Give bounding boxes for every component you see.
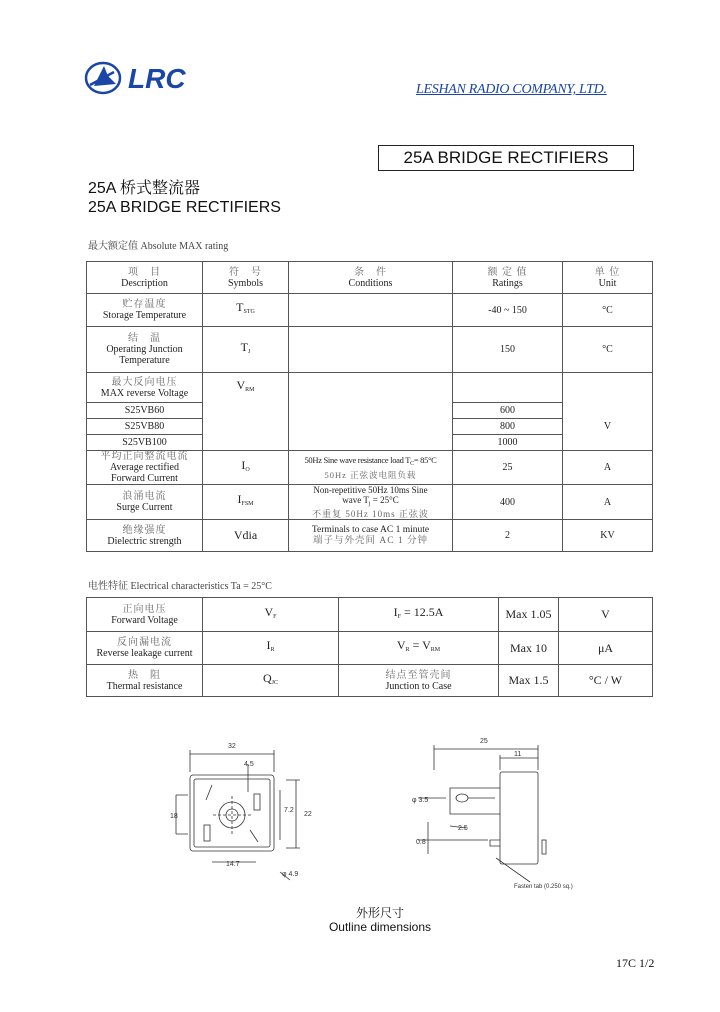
dim-phi-3-5: φ 3.5 [412,797,429,804]
table-row-vrm: 最大反向电压 MAX reverse Voltage $V_{RM}$ [87,373,653,403]
header-symbols: 符 号 Symbols [203,262,289,294]
page-number: 17C 1/2 [616,956,655,970]
header-conditions: 条 件 Conditions [289,262,453,294]
lrc-logo [84,58,214,98]
dim-14-7: 14.7 [226,861,240,868]
table-row-io: 平均正向整流电流 Average rectified Forward Current $I_O$ 50Hz Sine wave resistance load $T_C= 85^\circ C$ 50Hz 正弦波电阻负载 25 A [87,451,653,485]
product-title-box: 25A BRIDGE RECTIFIERS [378,145,634,171]
abs-max-table [86,261,653,552]
mount-hole [219,802,245,828]
table-row-operating: 结 温 Operating Junction Temperature $T_J$ 150 °C [87,327,653,373]
company-name: LESHAN RADIO COMPANY, LTD. [416,82,607,97]
dim-2-5: 2.5 [458,825,468,832]
table-row-thermal: 热 阻 Thermal resistance $Q_{JC}$ 结点至管壳间 Junction to Case Max 1.5 °C / W [87,665,653,697]
fasten-tab-note: Fasten tab (0.250 sq.) [514,884,573,890]
outline-caption-english: Outline dimensions [328,920,432,934]
table-row-vf: 正向电压 Forward Voltage $V_F$ $I_F = 12.5A$ Max 1.05 V [87,598,653,632]
dim-18: 18 [170,813,178,820]
side-view-body [500,772,538,864]
dim-7-2: 7.2 [284,807,294,814]
dim-0-8: 0.8 [416,839,426,846]
table-row-ifsm: 浪涌电流 Surge Current $I_{FSM}$ Non-repetitive 50Hz 10ms Sine wave $T_j = 25^\circ C$ 不重复 50Hz 10ms 正弦波 400 A [87,485,653,520]
table-row-model: S25VB100 1000 [87,435,653,451]
abs-section-heading: 最大额定值 Absolute MAX rating [88,241,229,252]
table-row-vdia: 绝缘强度 Dielectric strength Vdia Terminals to case AC 1 minute 端子与外壳间 AC 1 分钟 2 KV [87,520,653,552]
outline-caption-chinese: 外形尺寸 [355,906,404,920]
title-english: 25A BRIDGE RECTIFIERS [88,199,281,216]
dim-phi-4-9: φ 4.9 [282,871,299,878]
table-row-ir: 反向漏电流 Reverse leakage current $I_R$ $V_R = V_{RM}$ Max 10 μA [87,632,653,665]
table-row-model: S25VB60 600 V [87,403,653,419]
header-ratings: 额 定 值 Ratings [453,262,563,294]
table-header-row [87,262,653,294]
electrical-table [86,597,653,697]
logo-text: LRC [128,63,186,94]
dim-22: 22 [304,811,312,818]
elec-section-heading: 电性特征 Electrical characteristics Ta = 25°C [88,581,272,592]
dim-32: 32 [228,743,236,750]
header-description: 项 目 Description [87,262,203,294]
header-unit: 单 位 Unit [563,262,653,294]
table-row-storage: 贮存温度 Storage Temperature $T_{STG}$ -40 ~ 150 °C [87,294,653,327]
dim-11: 11 [514,751,522,758]
title-chinese: 25A 桥式整流器 [88,180,201,197]
dim-4-5: 4.5 [244,761,254,768]
table-row-model: S25VB80 800 [87,419,653,435]
dim-25: 25 [480,738,488,745]
outline-drawing [150,730,590,895]
